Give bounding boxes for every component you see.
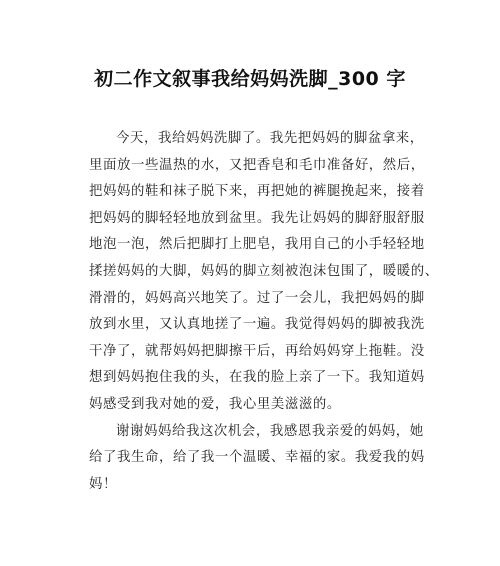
document-body xyxy=(89,126,439,498)
document-title: 初二作文叙事我给妈妈洗脚_300 字 xyxy=(94,68,406,90)
paragraph-1-line-3: 把妈妈的鞋和袜子脱下来，再把她的裤腿挽起来，接着 xyxy=(89,184,425,200)
paragraph-2-line-1: 谢谢妈妈给我这次机会，我感恩我亲爱的妈妈，她 xyxy=(116,423,424,439)
paragraph-1-line-4: 把妈妈的脚轻轻地放到盆里。我先让妈妈的脚舒服舒服 xyxy=(89,210,425,226)
paragraph-1-line-6: 揉搓妈妈的大脚，妈妈的脚立刻被泡沫包围了，暖暖的、 xyxy=(89,263,439,279)
paragraph-1-line-10: 想到妈妈抱住我的头，在我的脸上亲了一下。我知道妈 xyxy=(89,370,425,386)
paragraph-1-line-2: 里面放一些温热的水，又把香皂和毛巾准备好，然后， xyxy=(89,157,425,173)
paragraph-2-line-3: 妈！ xyxy=(89,476,117,492)
paragraph-1-line-11: 妈感受到我对她的爱，我心里美滋滋的。 xyxy=(89,396,341,412)
paragraph-1-line-1: 今天，我给妈妈洗脚了。我先把妈妈的脚盆拿来， xyxy=(116,131,424,146)
paragraph-2-line-2: 给了我生命，给了我一个温暖、幸福的家。我爱我的妈 xyxy=(89,450,425,466)
paragraph-1-line-5: 地泡一泡，然后把脚打上肥皂，我用自己的小手轻轻地 xyxy=(89,237,425,253)
paragraph-1-line-7: 滑滑的，妈妈高兴地笑了。过了一会儿，我把妈妈的脚 xyxy=(89,290,425,306)
paragraph-1-line-9: 干净了，就帮妈妈把脚擦干后，再给妈妈穿上拖鞋。没 xyxy=(89,343,425,359)
paragraph-1-line-8: 放到水里，又认真地搓了一遍。我觉得妈妈的脚被我洗 xyxy=(89,317,425,333)
